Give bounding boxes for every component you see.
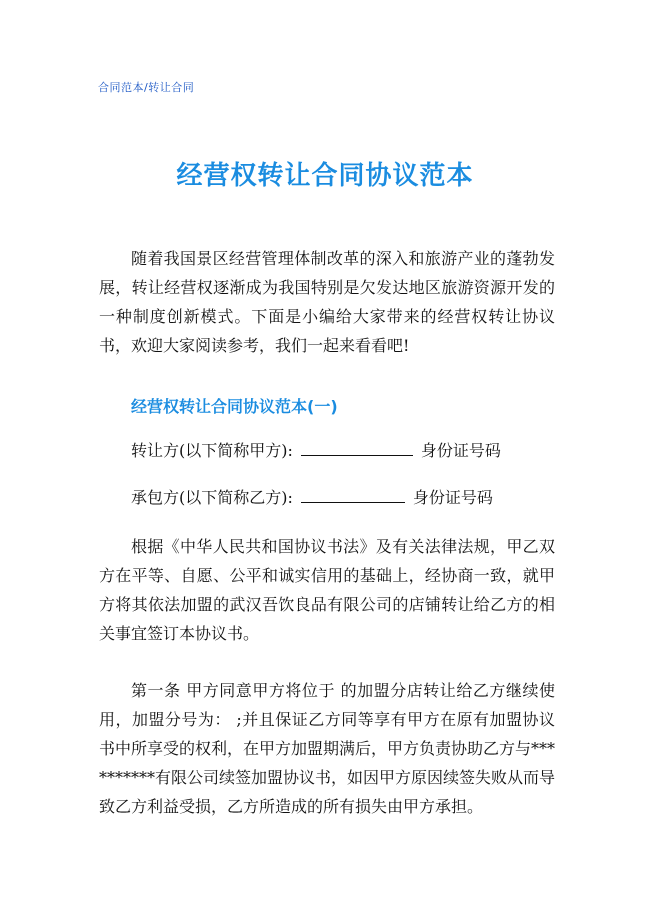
intro-paragraph: 随着我国景区经营管理体制改革的深入和旅游产业的蓬勃发展，转让经营权逐渐成为我国特别是欠发达地区旅游资源开发的一种制度创新模式。下面是小编给大家带来的经营权转让协议书，欢迎大家阅读参考，我们一起来看看吧! <box>99 249 555 355</box>
party-b-line <box>131 487 493 509</box>
party-a-line <box>131 440 501 462</box>
party-b-label: 承包方(以下简称乙方): <box>131 488 293 507</box>
party-a-label: 转让方(以下简称甲方): <box>131 441 293 460</box>
party-a-id-label: 身份证号码 <box>420 441 501 460</box>
section-subtitle: 经营权转让合同协议范本(一) <box>131 397 338 416</box>
party-b-id-label: 身份证号码 <box>412 488 493 507</box>
breadcrumb[interactable]: 合同范本/转让合同 <box>98 81 195 94</box>
party-b-blank <box>301 488 405 503</box>
party-a-blank <box>301 441 413 456</box>
article-1-paragraph: 第一条 甲方同意甲方将位于 的加盟分店转让给乙方继续使用，加盟分号为： ;并且保证乙方同等享有甲方在原有加盟协议书中所享受的权利，在甲方加盟期满后，甲方负责协助乙方与**********有限公司续签加盟协议书，如因甲方原因续签失败从而导致乙方利益受损，乙方所造成的所有损失由甲方承担。 <box>99 681 556 816</box>
page-title: 经营权转让合同协议范本 <box>176 161 474 191</box>
basis-paragraph: 根据《中华人民共和国协议书法》及有关法律法规，甲乙双方在平等、自愿、公平和诚实信用的基础上，经协商一致，就甲方将其依法加盟的武汉吾饮良品有限公司的店铺转让给乙方的相关事宜签订本协议书。 <box>99 537 555 643</box>
